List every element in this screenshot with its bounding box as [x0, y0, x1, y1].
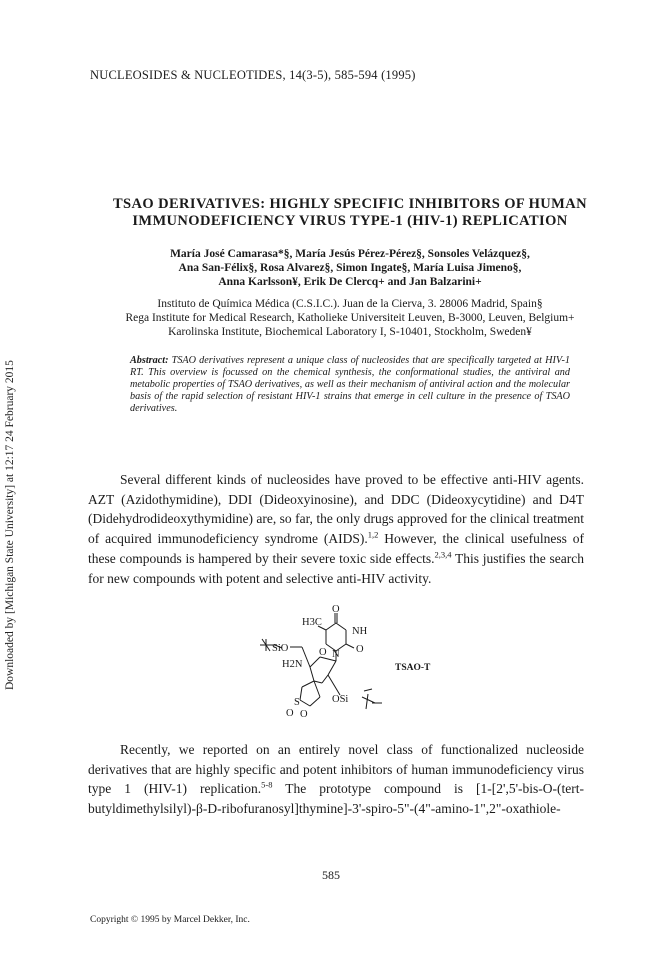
citation-ref: 2,3,4: [434, 549, 452, 560]
affiliation-stockholm: Karolinska Institute, Biochemical Laboratory I, S-10401, Stockholm, Sweden¥: [168, 326, 532, 338]
citation-ref: 1,2: [367, 529, 379, 540]
atom-label: O: [356, 644, 364, 655]
paragraph-text: Several different kinds of nucleosides have proved to be effective anti-HIV agents. AZT (Azidothymidine), DDI (Dideoxyinosine), and DDC (Dideoxycytidine) and D4T (Didehydrodideoxythymidine) are, so far, the only drugs approved for the clinical treatment of acquired immunodeficiency syndrome (AIDS).: [88, 472, 584, 547]
copyright-notice: Copyright © 1995 by Marcel Dekker, Inc.: [90, 915, 250, 925]
affiliations: [80, 297, 620, 339]
atom-label: O: [332, 605, 340, 615]
title-line-1: TSAO DERIVATIVES: HIGHLY SPECIFIC INHIBITORS OF HUMAN: [112, 196, 588, 212]
authors-line-1: María José Camarasa*§, María Jesús Pérez-Pérez§, Sonsoles Velázquez§,: [170, 248, 530, 260]
atom-label: H2N: [282, 659, 303, 670]
paragraph-text: This justifies the search for new compounds with potent and selective anti-HIV activity.: [88, 550, 584, 586]
atom-label: H3C: [302, 617, 322, 628]
atom-label: NH: [352, 626, 368, 637]
abstract: [130, 355, 570, 415]
affiliation-madrid: Instituto de Química Médica (C.S.I.C.). Juan de la Cierva, 3. 28006 Madrid, Spain§: [157, 298, 543, 310]
atom-label: N: [332, 649, 340, 660]
paper-title: [80, 196, 620, 230]
author-list: [80, 247, 620, 289]
atom-label: SiO: [272, 643, 289, 654]
paragraph-text: However, the clinical usefulness of these compounds is hampered by their severe toxic side effects.: [88, 531, 584, 566]
paragraph-text: Recently, we reported on an entirely novel class of functionalized nucleoside derivatives that are highly specific and potent inhibitors of human immunodeficiency virus type 1 (HIV-1) replication.: [88, 742, 584, 797]
title-line-2: IMMUNODEFICIENCY VIRUS TYPE-1 (HIV-1) REPLICATION: [132, 213, 568, 229]
download-notice: Downloaded by [Michigan State University] at 12:17 24 February 2015: [4, 360, 16, 690]
journal-header: NUCLEOSIDES & NUCLEOTIDES, 14(3-5), 585-594 (1995): [90, 68, 416, 82]
tsao-t-structure: [240, 605, 470, 720]
atom-label: OSi: [332, 694, 349, 705]
atom-label: S: [294, 697, 300, 708]
atom-label: O: [319, 647, 327, 658]
intro-paragraph: [88, 470, 584, 588]
atom-label: O: [286, 708, 294, 719]
authors-line-3: Anna Karlsson¥, Erik De Clercq+ and Jan Balzarini+: [218, 276, 482, 288]
paragraph-text: The prototype compound is [1-[2',5'-bis-O-(tert-butyldimethylsilyl)-β-D-ribofuranosyl]thymine]-3'-spiro-5"-(4"-amino-1",2"-oxathiole-: [88, 781, 584, 817]
results-paragraph: [88, 740, 584, 819]
affiliation-leuven: Rega Institute for Medical Research, Katholieke Universiteit Leuven, B-3000, Leuven, Belgium+: [125, 312, 575, 324]
atom-label: O: [300, 709, 308, 720]
compound-label: TSAO-T: [395, 663, 431, 673]
authors-line-2: Ana San-Félix§, Rosa Alvarez§, Simon Ingate§, María Luisa Jimeno§,: [178, 262, 522, 274]
abstract-text: TSAO derivatives represent a unique class of nucleosides that are specifically targeted at HIV-1 RT. This overview is focussed on the chemical synthesis, the conformational studies, the antiviral and metabolic properties of TSAO derivatives, as well as their mechanism of antiviral action and the molecular basis of the rapid selection of resistant HIV-1 strains that emerge in cell culture in the presence of TSAO derivatives.: [130, 355, 570, 414]
citation-ref: 5-8: [261, 779, 273, 790]
page-number: 585: [322, 868, 340, 882]
abstract-label: Abstract:: [130, 355, 169, 366]
